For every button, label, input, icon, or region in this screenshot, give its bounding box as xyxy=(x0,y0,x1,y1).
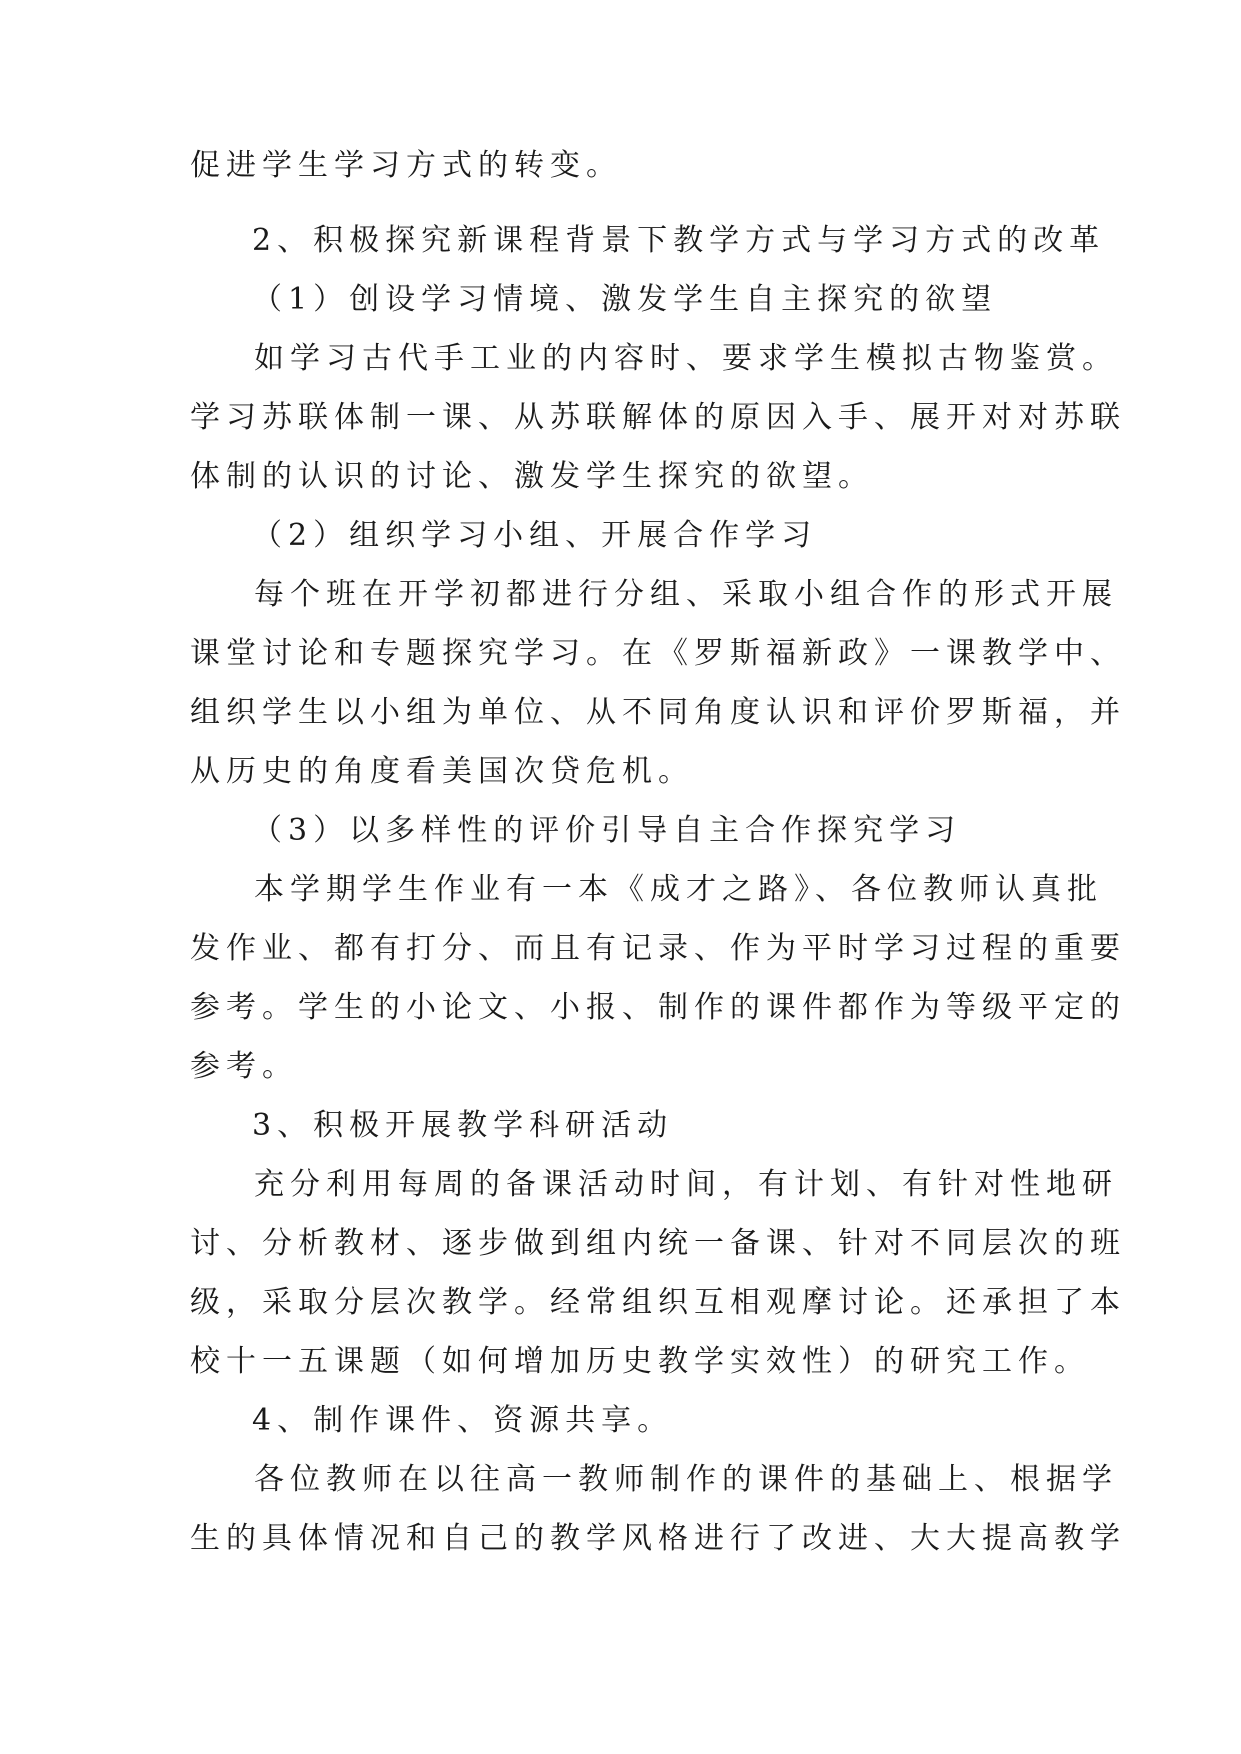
section-heading: 3、积极开展教学科研活动 xyxy=(252,1108,674,1143)
text-line: 学习苏联体制一课、从苏联解体的原因入手、展开对对苏联 xyxy=(190,400,1126,435)
subsection-heading: （1）创设学习情境、激发学生自主探究的欲望 xyxy=(252,282,998,317)
section-heading: 2、积极探究新课程背景下教学方式与学习方式的改革 xyxy=(252,223,1106,258)
section-heading: 4、制作课件、资源共享。 xyxy=(252,1403,674,1438)
text-line: 组织学生以小组为单位、从不同角度认识和评价罗斯福，并 xyxy=(190,695,1126,730)
text-line: 充分利用每周的备课活动时间，有计划、有针对性地研 xyxy=(254,1167,1118,1202)
text-line: 体制的认识的讨论、激发学生探究的欲望。 xyxy=(190,459,874,494)
text-line: 本学期学生作业有一本《成才之路》、各位教师认真批 xyxy=(254,872,1103,907)
text-line: 参考。 xyxy=(190,1049,298,1084)
text-line: 参考。学生的小论文、小报、制作的课件都作为等级平定的 xyxy=(190,990,1126,1025)
text-line: 校十一五课题（如何增加历史教学实效性）的研究工作。 xyxy=(190,1344,1090,1379)
subsection-heading: （3）以多样性的评价引导自主合作探究学习 xyxy=(252,813,962,848)
text-line: 发作业、都有打分、而且有记录、作为平时学习过程的重要 xyxy=(190,931,1126,966)
text-line: 讨、分析教材、逐步做到组内统一备课、针对不同层次的班 xyxy=(190,1226,1126,1261)
text-line: 生的具体情况和自己的教学风格进行了改进、大大提高教学 xyxy=(190,1521,1126,1556)
text-line: 如学习古代手工业的内容时、要求学生模拟古物鉴赏。 xyxy=(254,341,1118,376)
text-line: 促进学生学习方式的转变。 xyxy=(190,148,622,183)
text-line: 每个班在开学初都进行分组、采取小组合作的形式开展 xyxy=(254,577,1118,612)
text-line: 级，采取分层次教学。经常组织互相观摩讨论。还承担了本 xyxy=(190,1285,1126,1320)
subsection-heading: （2）组织学习小组、开展合作学习 xyxy=(252,518,818,553)
text-line: 从历史的角度看美国次贷危机。 xyxy=(190,754,694,789)
text-line: 课堂讨论和专题探究学习。在《罗斯福新政》一课教学中、 xyxy=(190,636,1126,671)
text-line: 各位教师在以往高一教师制作的课件的基础上、根据学 xyxy=(254,1462,1118,1497)
